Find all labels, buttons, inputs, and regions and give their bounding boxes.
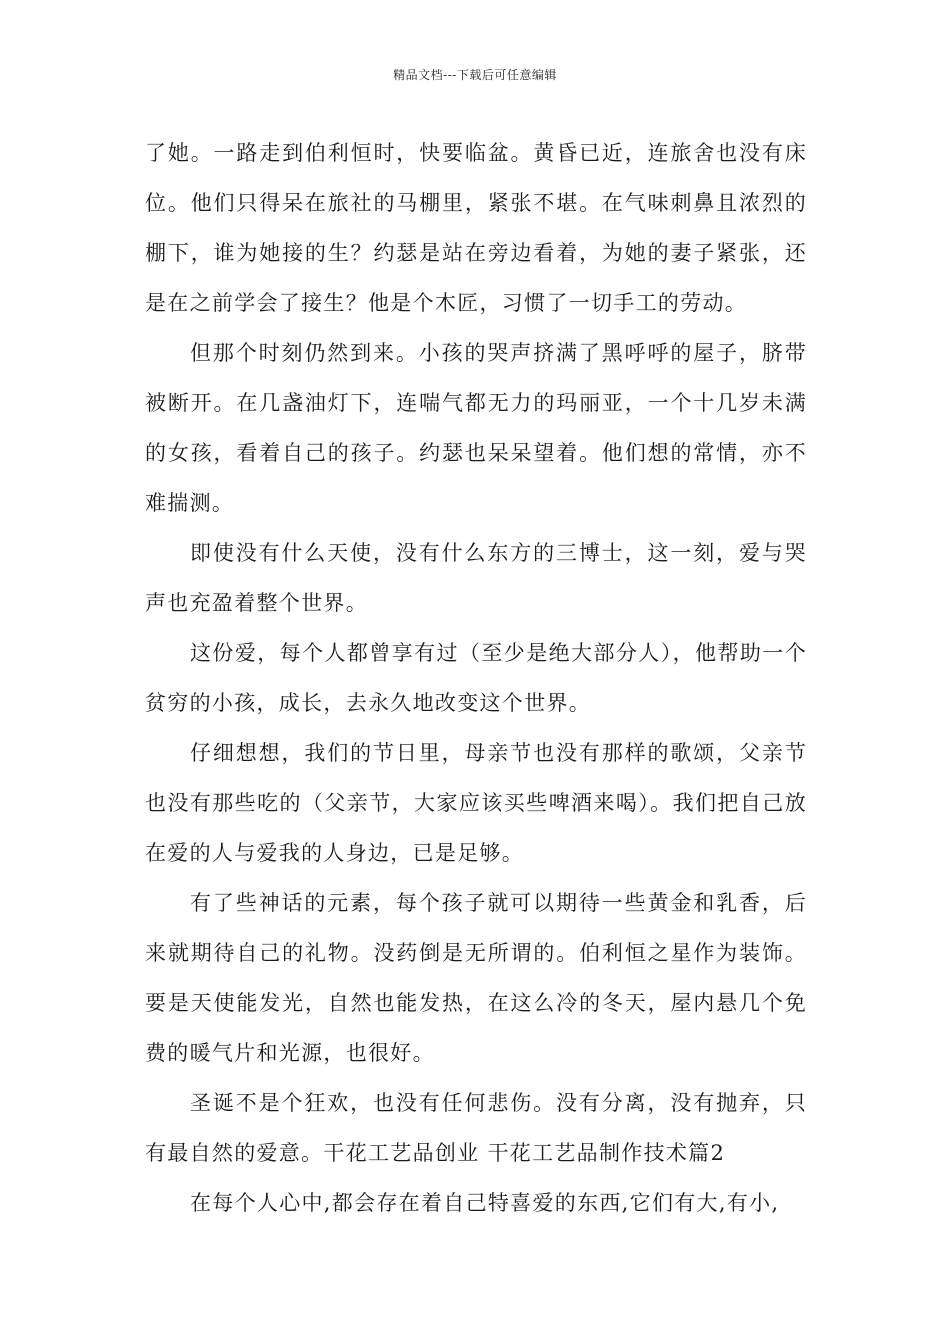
paragraph: 仔细想想，我们的节日里，母亲节也没有那样的歌颂，父亲节也没有那些吃的（父亲节，大家应该买些啤酒来喝）。我们把自己放在爱的人与爱我的人身边，已是足够。 bbox=[145, 741, 807, 865]
paragraph: 在每个人心中,都会存在着自己特喜爱的东西,它们有大,有小, bbox=[190, 1191, 780, 1215]
paragraph: 了她。一路走到伯利恒时，快要临盆。黄昏已近，连旅舍也没有床位。他们只得呆在旅社的马棚里，紧张不堪。在气味刺鼻且浓烈的棚下，谁为她接的生？约瑟是站在旁边看着，为她的妻子紧张，还是在之前学会了接生？他是个木匠，习惯了一切手工的劳动。 bbox=[145, 141, 807, 315]
paragraph: 即使没有什么天使，没有什么东方的三博士，这一刻，爱与哭声也充盈着整个世界。 bbox=[145, 541, 807, 615]
page-header: 精品文档---下载后可任意编辑 bbox=[393, 68, 557, 82]
paragraph: 这份爱，每个人都曾享有过（至少是绝大部分人），他帮助一个贫穷的小孩，成长，去永久地改变这个世界。 bbox=[145, 641, 807, 715]
paragraph: 但那个时刻仍然到来。小孩的哭声挤满了黑呼呼的屋子，脐带被断开。在几盏油灯下，连喘气都无力的玛丽亚，一个十几岁未满的女孩，看着自己的孩子。约瑟也呆呆望着。他们想的常情，亦不难揣测。 bbox=[145, 341, 807, 515]
paragraph: 圣诞不是个狂欢，也没有任何悲伤。没有分离，没有抛弃，只有最自然的爱意。干花工艺品创业 干花工艺品制作技术篇2 bbox=[145, 1091, 807, 1165]
paragraph: 有了些神话的元素，每个孩子就可以期待一些黄金和乳香，后来就期待自己的礼物。没药倒是无所谓的。伯利恒之星作为装饰。要是天使能发光，自然也能发热，在这么冷的冬天，屋内悬几个免费的暖气片和光源，也很好。 bbox=[145, 891, 807, 1065]
document-body bbox=[145, 128, 807, 1228]
